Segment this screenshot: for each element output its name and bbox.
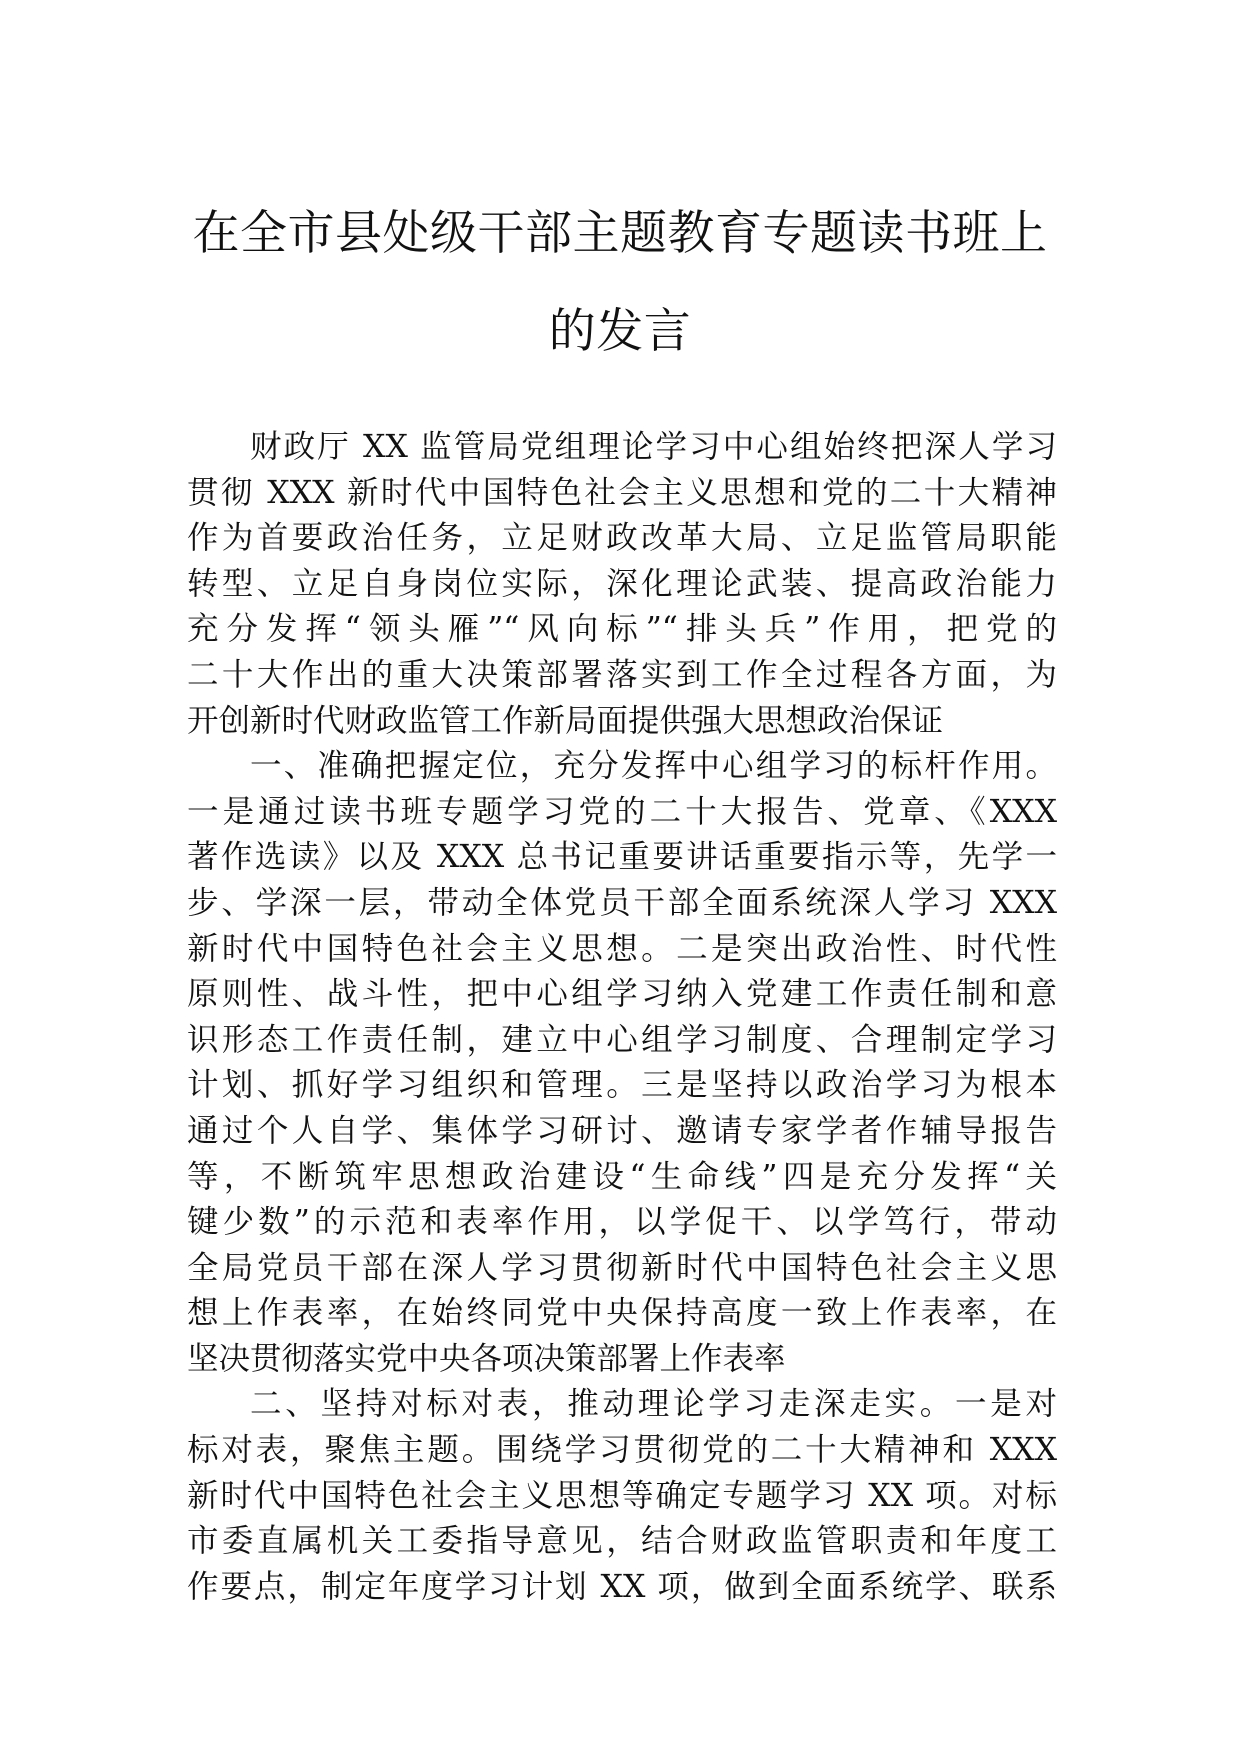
- text-line: 通过个人自学、集体学习研讨、邀请专家学者作辅导报告: [187, 1112, 1057, 1149]
- text-line: 充分发挥“领头雁”“风向标”“排头兵”作用，把党的: [187, 611, 1057, 648]
- text-line: 新时代中国特色社会主义思想等确定专题学习 XX 项。对标: [187, 1477, 1057, 1514]
- text-line: 二、坚持对标对表，推动理论学习走深走实。一是对: [250, 1386, 1057, 1423]
- title-line: 的发言: [548, 304, 692, 359]
- section-one-paragraph: [187, 744, 1057, 1382]
- text-line: 市委直属机关工委指导意见，结合财政监管职责和年度工: [187, 1523, 1057, 1560]
- text-line: 识形态工作责任制，建立中心组学习制度、合理制定学习: [187, 1021, 1057, 1058]
- text-line: 等，不断筑牢思想政治建设“生命线”四是充分发挥“关: [187, 1158, 1057, 1195]
- text-line: 新时代中国特色社会主义思想。二是突出政治性、时代性: [187, 930, 1057, 967]
- text-line: 标对表，聚焦主题。围绕学习贯彻党的二十大精神和 XXX: [187, 1432, 1057, 1469]
- text-line: 坚决贯彻落实党中央各项决策部署上作表率: [187, 1340, 786, 1377]
- text-line: 键少数”的示范和表率作用，以学促干、以学笃行，带动: [187, 1204, 1057, 1241]
- text-line: 开创新时代财政监管工作新局面提供强大思想政治保证: [187, 702, 944, 739]
- text-line: 转型、立足自身岗位实际，深化理论武装、提高政治能力: [187, 565, 1057, 602]
- text-line: 一是通过读书班专题学习党的二十大报告、党章、《XXX: [187, 793, 1057, 830]
- text-line: 作为首要政治任务，立足财政改革大局、立足监管局职能: [187, 520, 1057, 557]
- intro-paragraph: [187, 425, 1057, 744]
- text-line: 著作选读》以及 XXX 总书记重要讲话重要指示等，先学一: [187, 839, 1057, 876]
- text-line: 步、学深一层，带动全体党员干部全面系统深人学习 XXX: [187, 884, 1057, 921]
- text-line: 二十大作出的重大决策部署落实到工作全过程各方面，为: [187, 656, 1057, 693]
- text-line: 想上作表率，在始终同党中央保持高度一致上作表率，在: [187, 1295, 1057, 1332]
- document-body: [187, 425, 1057, 1610]
- text-line: 原则性、战斗性，把中心组学习纳入党建工作责任制和意: [187, 976, 1057, 1013]
- title-line: 在全市县处级干部主题教育专题读书班上: [192, 206, 1048, 261]
- document-title: [150, 185, 1090, 381]
- text-line: 作要点，制定年度学习计划 XX 项，做到全面系统学、联系: [187, 1568, 1057, 1605]
- text-line: 贯彻 XXX 新时代中国特色社会主义思想和党的二十大精神: [187, 474, 1057, 511]
- text-line: 全局党员干部在深人学习贯彻新时代中国特色社会主义思: [187, 1249, 1057, 1286]
- text-line: 财政厅 XX 监管局党组理论学习中心组始终把深人学习: [250, 429, 1057, 465]
- text-line: 计划、抓好学习组织和管理。三是坚持以政治学习为根本: [187, 1067, 1057, 1104]
- text-line: 一、准确把握定位，充分发挥中心组学习的标杆作用。: [250, 748, 1057, 785]
- section-two-paragraph: [187, 1382, 1057, 1610]
